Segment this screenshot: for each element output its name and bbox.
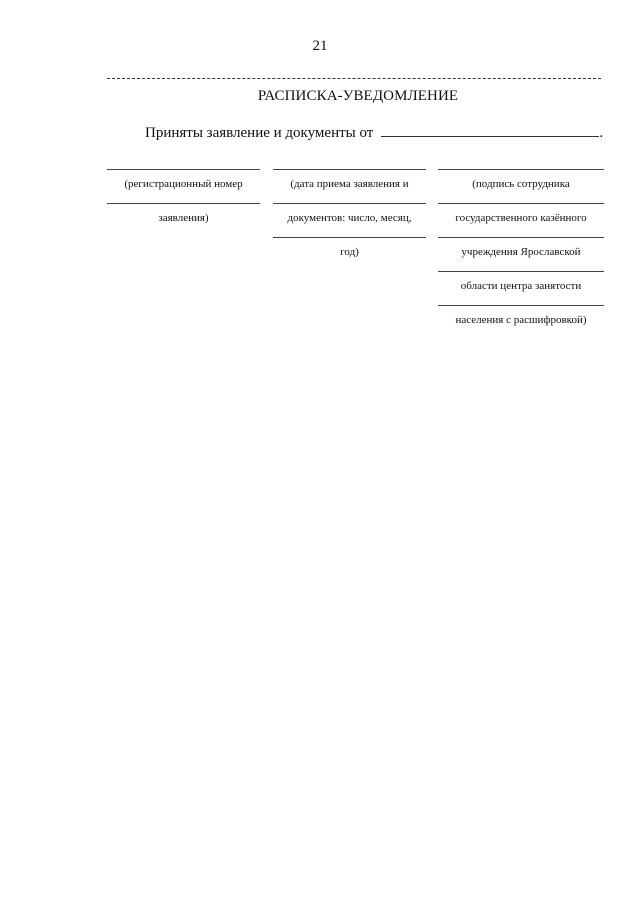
receipt-title: РАСПИСКА-УВЕДОМЛЕНИЕ (257, 88, 459, 104)
registration-number-line-1: (регистрационный номер (107, 169, 260, 203)
employee-signature-line-1: (подпись сотрудника (438, 169, 604, 203)
page-number: 21 (312, 38, 328, 54)
received-line (145, 123, 603, 142)
employee-signature-line-3: учреждения Ярославской (438, 237, 604, 271)
receipt-date-line-3: год) (273, 237, 426, 271)
employee-signature-column (438, 169, 604, 339)
receipt-date-line-2: документов: число, месяц, (273, 203, 426, 237)
cut-line-divider (107, 78, 601, 79)
employee-signature-line-2: государственного казённого (438, 203, 604, 237)
registration-number-column (107, 169, 260, 237)
receipt-date-column (273, 169, 426, 271)
received-end-mark: . (599, 125, 604, 141)
receipt-date-line-1: (дата приема заявления и (273, 169, 426, 203)
received-from-blank (381, 123, 599, 137)
registration-number-line-2: заявления) (107, 203, 260, 237)
employee-signature-line-5: населения с расшифровкой) (438, 305, 604, 339)
received-text: Приняты заявление и документы от (145, 125, 374, 141)
employee-signature-line-4: области центра занятости (438, 271, 604, 305)
